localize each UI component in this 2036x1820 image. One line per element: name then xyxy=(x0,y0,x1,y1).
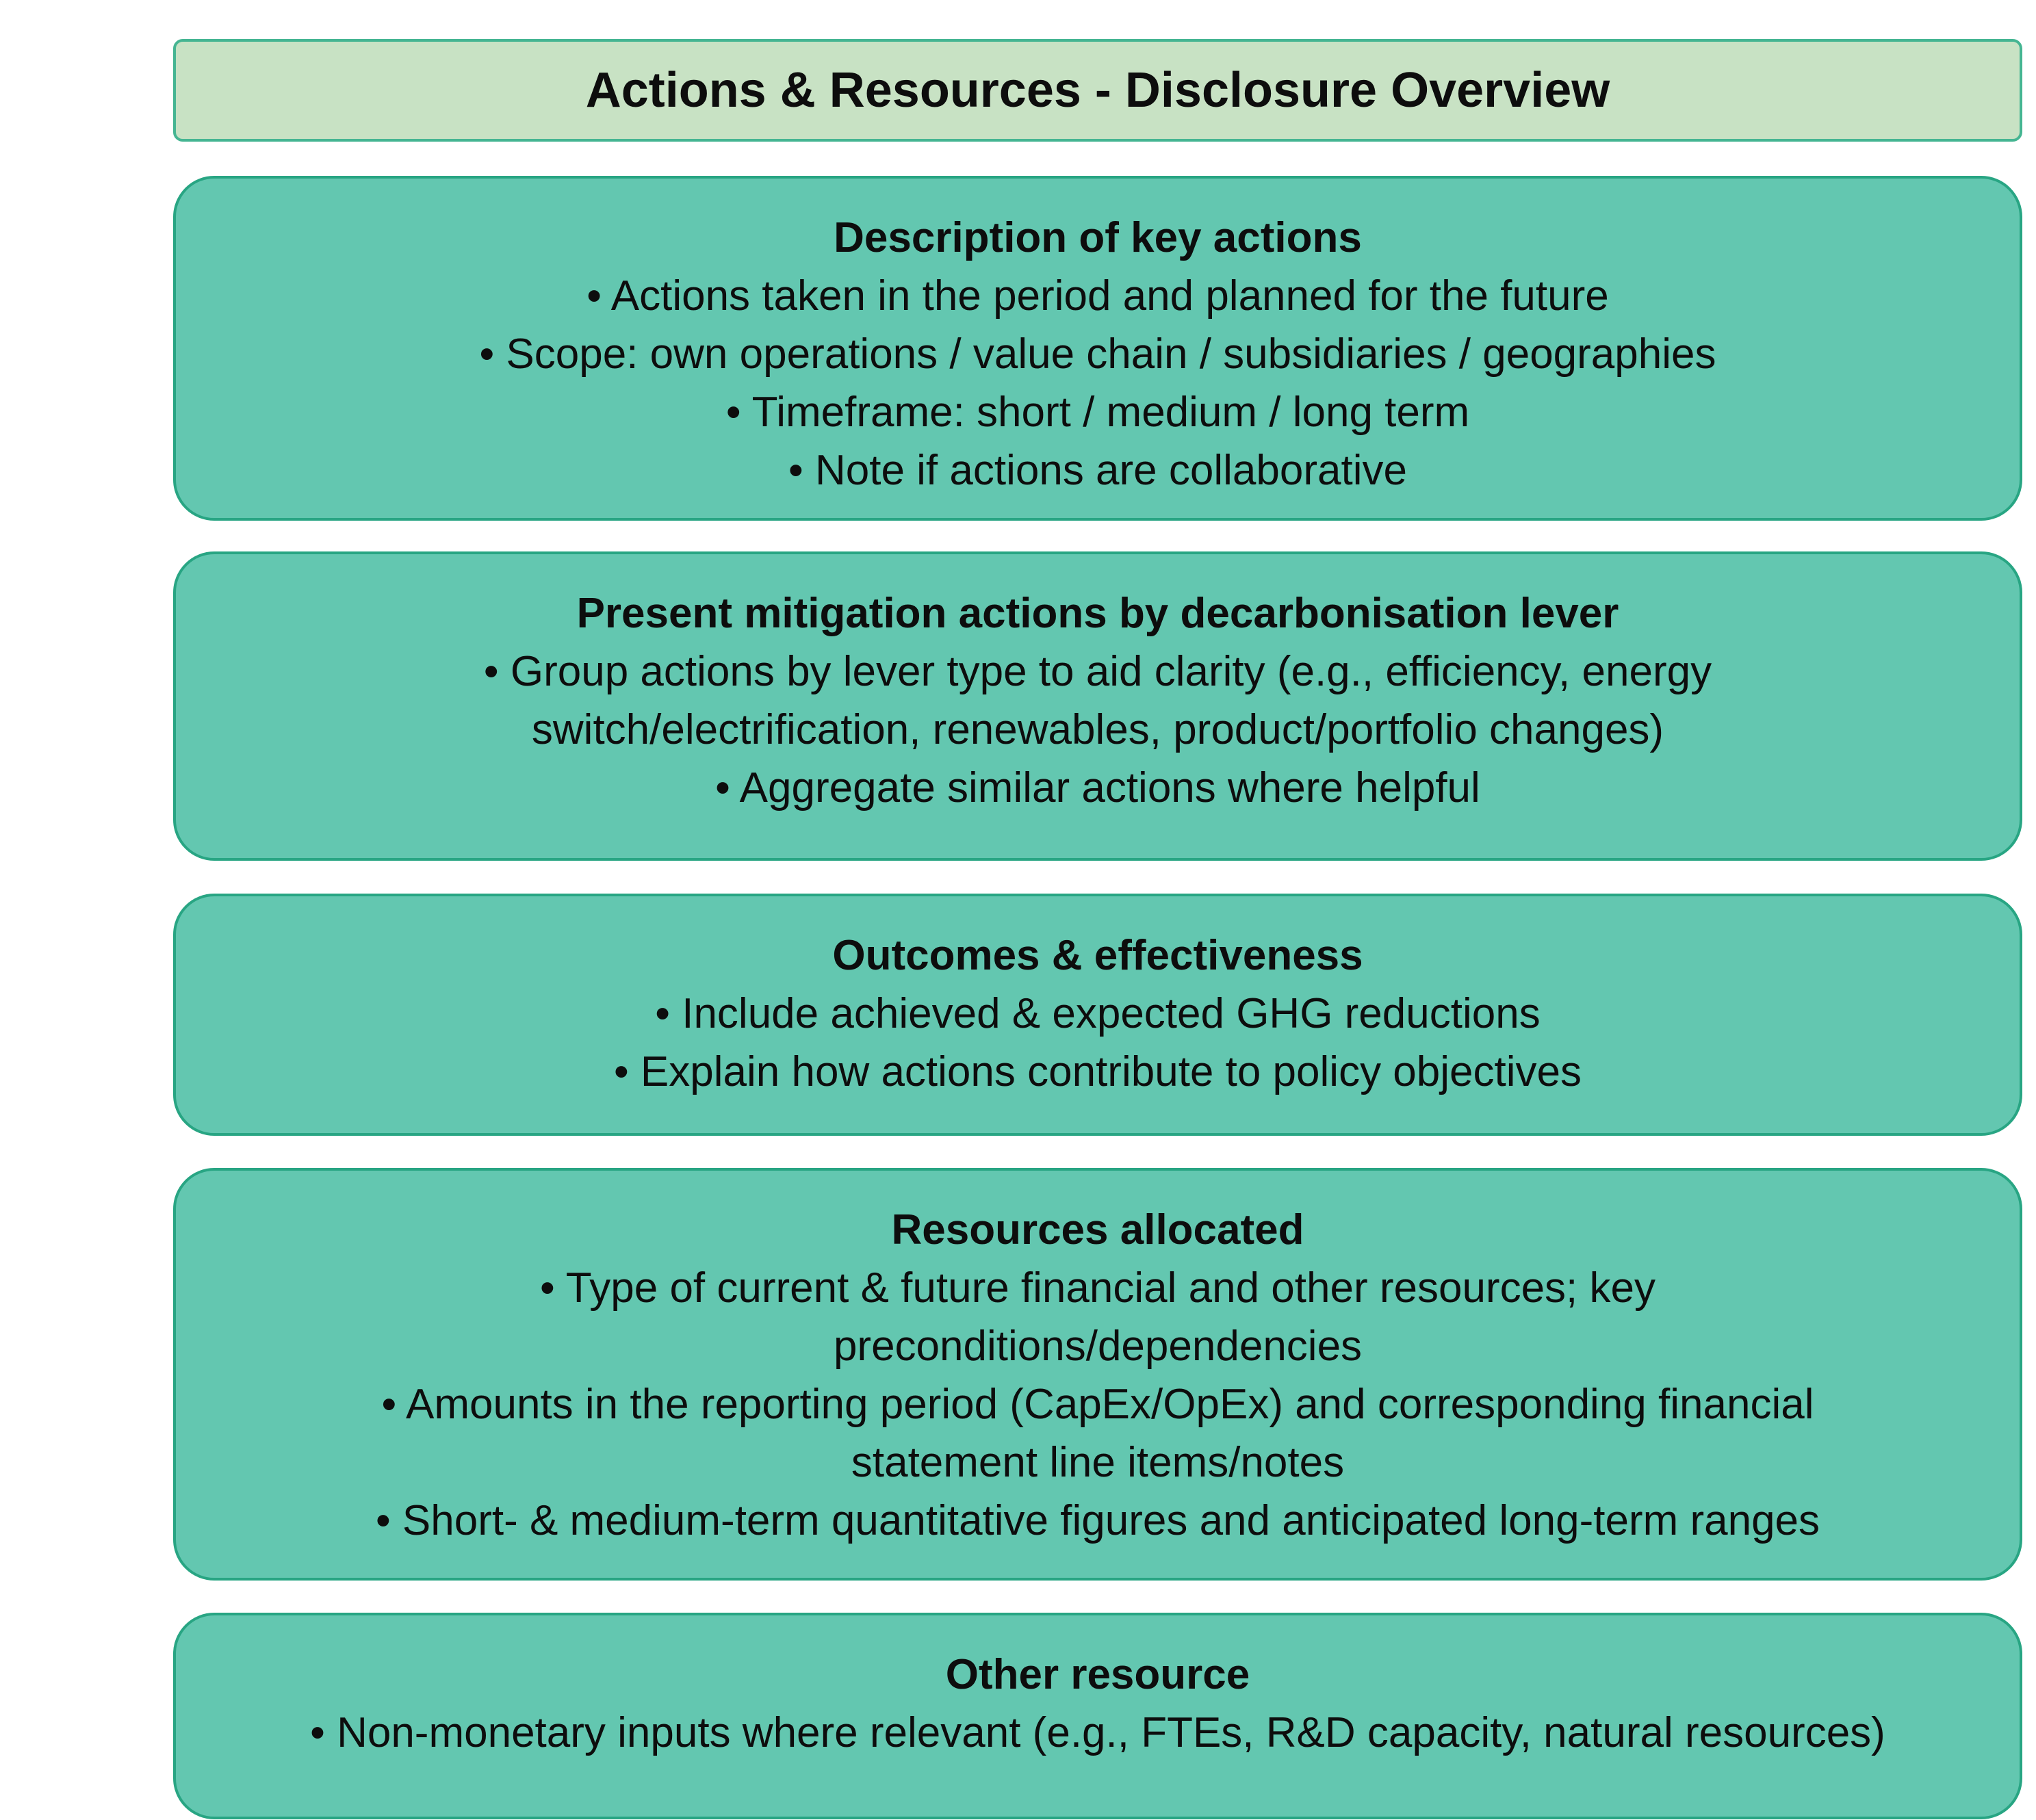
section-line: preconditions/dependencies xyxy=(833,1323,1363,1370)
section-line: • Short- & medium-term quantitative figures and anticipated long-term ranges xyxy=(375,1497,1820,1544)
section-line: statement line items/notes xyxy=(851,1439,1345,1486)
title-banner xyxy=(173,39,2022,142)
section-decarbonisation-lever xyxy=(173,551,2022,861)
section-line: • Non-monetary inputs where relevant (e.g., FTEs, R&D capacity, natural resources) xyxy=(310,1709,1885,1756)
section-line: • Group actions by lever type to aid clarity (e.g., efficiency, energy xyxy=(483,648,1712,695)
section-heading: Resources allocated xyxy=(891,1206,1304,1253)
section-line: • Timeframe: short / medium / long term xyxy=(725,389,1470,436)
section-line: • Amounts in the reporting period (CapEx/OpEx) and corresponding financial xyxy=(381,1381,1814,1428)
section-line: • Note if actions are collaborative xyxy=(788,447,1407,494)
section-heading: Other resource xyxy=(945,1651,1250,1698)
section-line: switch/electrification, renewables, product/portfolio changes) xyxy=(531,706,1664,753)
page-title: Actions & Resources - Disclosure Overview xyxy=(585,63,1610,118)
section-outcomes xyxy=(173,894,2022,1136)
section-heading: Outcomes & effectiveness xyxy=(832,932,1363,979)
section-other-resource xyxy=(173,1613,2022,1819)
section-line: • Include achieved & expected GHG reductions xyxy=(655,990,1541,1037)
section-line: • Aggregate similar actions where helpful xyxy=(715,764,1480,811)
section-line: • Scope: own operations / value chain / subsidiaries / geographies xyxy=(479,330,1716,378)
section-line: • Explain how actions contribute to policy objectives xyxy=(613,1048,1582,1095)
section-line: • Actions taken in the period and planned for the future xyxy=(587,272,1609,320)
section-line: • Type of current & future financial and other resources; key xyxy=(540,1264,1655,1312)
section-heading: Description of key actions xyxy=(834,214,1362,261)
section-heading: Present mitigation actions by decarbonisation lever xyxy=(576,590,1619,637)
section-key-actions xyxy=(173,176,2022,521)
section-resources-allocated xyxy=(173,1168,2022,1581)
